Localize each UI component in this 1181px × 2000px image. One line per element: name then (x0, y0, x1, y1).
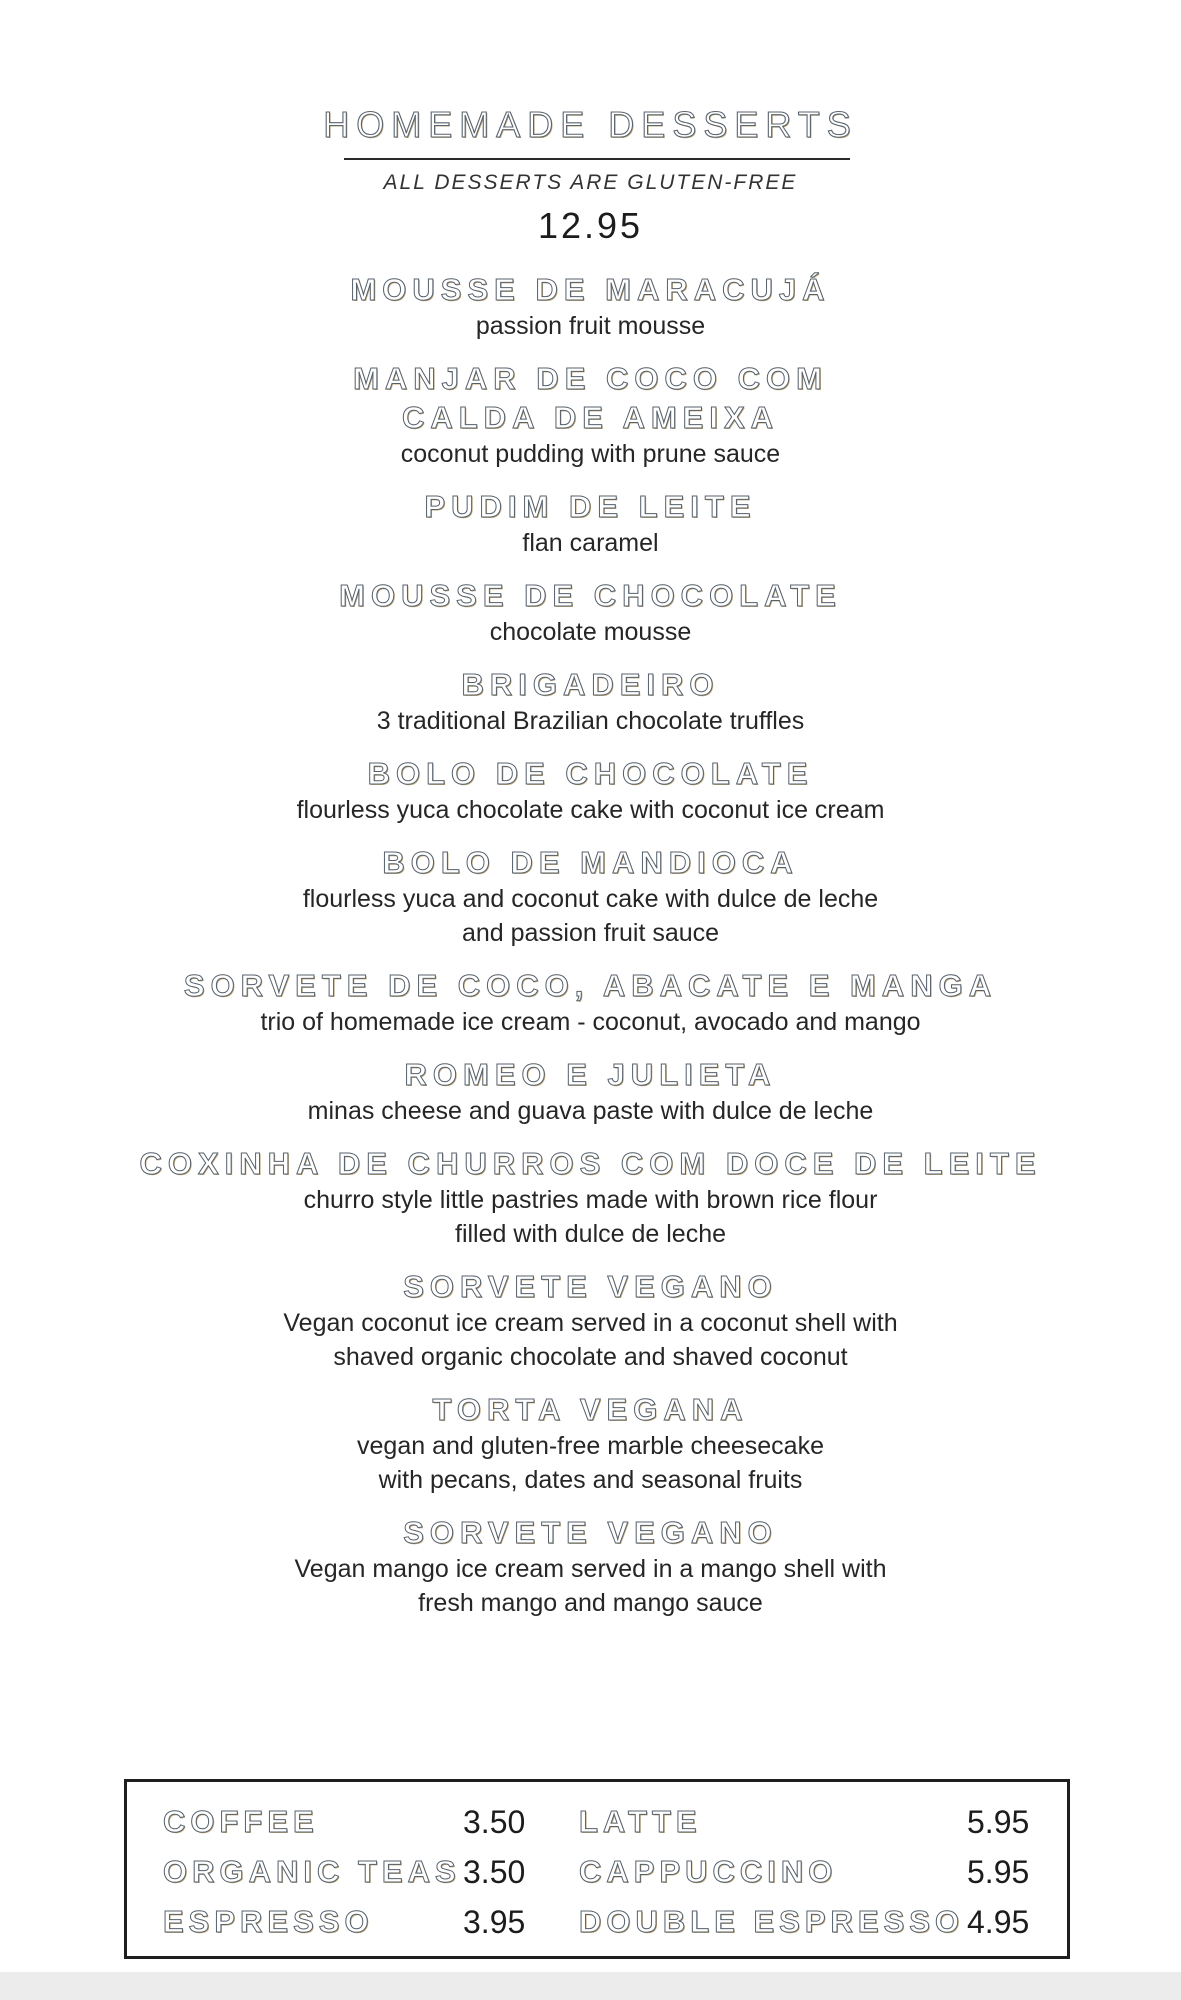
dessert-description: trio of homemade ice cream - coconut, avocado and mango (260, 1008, 921, 1036)
drink-name: DOUBLE ESPRESSO (579, 1904, 965, 1939)
dessert-name: PUDIM DE LEITE (424, 489, 757, 524)
dessert-item (0, 1055, 1181, 1128)
menu-title: HOMEMADE DESSERTS (323, 104, 858, 145)
dessert-description: flourless yuca and coconut cake with dulce de leche and passion fruit sauce (302, 885, 879, 947)
drink-price: 4.95 (967, 1904, 1030, 1940)
drink-row (127, 1897, 1067, 1947)
dessert-item (0, 843, 1181, 950)
dessert-name: SORVETE VEGANO (403, 1515, 778, 1550)
drink-row (127, 1847, 1067, 1897)
drink-row (127, 1797, 1067, 1847)
menu-subtitle: ALL DESSERTS ARE GLUTEN-FREE (383, 171, 798, 194)
dessert-name: MOUSSE DE CHOCOLATE (339, 578, 842, 613)
dessert-item (0, 665, 1181, 738)
dessert-description: Vegan mango ice cream served in a mango shell with fresh mango and mango sauce (294, 1555, 887, 1617)
dessert-name: MOUSSE DE MARACUJÁ (350, 272, 831, 307)
dessert-description: minas cheese and guava paste with dulce de leche (307, 1097, 874, 1125)
drink-price: 3.95 (463, 1904, 526, 1940)
dessert-name: TORTA VEGANA (432, 1392, 749, 1427)
dessert-name: ROMEO E JULIETA (404, 1057, 777, 1092)
dessert-item (0, 1513, 1181, 1620)
dessert-name: BOLO DE MANDIOCA (382, 845, 799, 880)
dessert-description: 3 traditional Brazilian chocolate truffles (376, 707, 805, 735)
bottom-band (0, 1972, 1181, 2000)
dessert-description: flourless yuca chocolate cake with coconut ice cream (296, 796, 885, 824)
dessert-description: flan caramel (522, 529, 659, 557)
dessert-name: SORVETE VEGANO (403, 1269, 778, 1304)
drink-name: COFFEE (163, 1804, 319, 1839)
dessert-description: passion fruit mousse (475, 312, 706, 340)
dessert-list (0, 270, 1181, 1636)
dessert-item (0, 966, 1181, 1039)
drink-name: ESPRESSO (163, 1904, 374, 1939)
dessert-item (0, 359, 1181, 471)
dessert-item (0, 1390, 1181, 1497)
drink-price: 5.95 (967, 1854, 1030, 1890)
title-divider (344, 158, 850, 160)
dessert-description: chocolate mousse (489, 618, 692, 646)
dessert-description: Vegan coconut ice cream served in a coconut shell with shaved organic chocolate and shaved coconut (283, 1309, 898, 1371)
dessert-item (0, 754, 1181, 827)
drink-price: 3.50 (463, 1804, 526, 1840)
dessert-item (0, 576, 1181, 649)
drink-name: ORGANIC TEAS (163, 1854, 461, 1889)
drink-name: LATTE (579, 1804, 702, 1839)
dessert-item (0, 270, 1181, 343)
drink-price: 3.50 (463, 1854, 526, 1890)
dessert-description: vegan and gluten-free marble cheesecake with pecans, dates and seasonal fruits (357, 1432, 824, 1494)
dessert-name: BRIGADEIRO (461, 667, 720, 702)
dessert-item (0, 1144, 1181, 1251)
dessert-name: COXINHA DE CHURROS COM DOCE DE LEITE (139, 1146, 1042, 1181)
dessert-name: SORVETE DE COCO, ABACATE E MANGA (183, 968, 998, 1003)
dessert-name: MANJAR DE COCO COM CALDA DE AMEIXA (353, 361, 828, 435)
dessert-item (0, 1267, 1181, 1374)
drinks-box (124, 1779, 1070, 1959)
drink-price: 5.95 (967, 1804, 1030, 1840)
dessert-item (0, 487, 1181, 560)
dessert-description: coconut pudding with prune sauce (400, 440, 781, 468)
dessert-description: churro style little pastries made with brown rice flour filled with dulce de leche (303, 1186, 878, 1248)
dessert-price: 12.95 (537, 205, 644, 246)
drink-name: CAPPUCCINO (579, 1854, 838, 1889)
dessert-name: BOLO DE CHOCOLATE (367, 756, 814, 791)
